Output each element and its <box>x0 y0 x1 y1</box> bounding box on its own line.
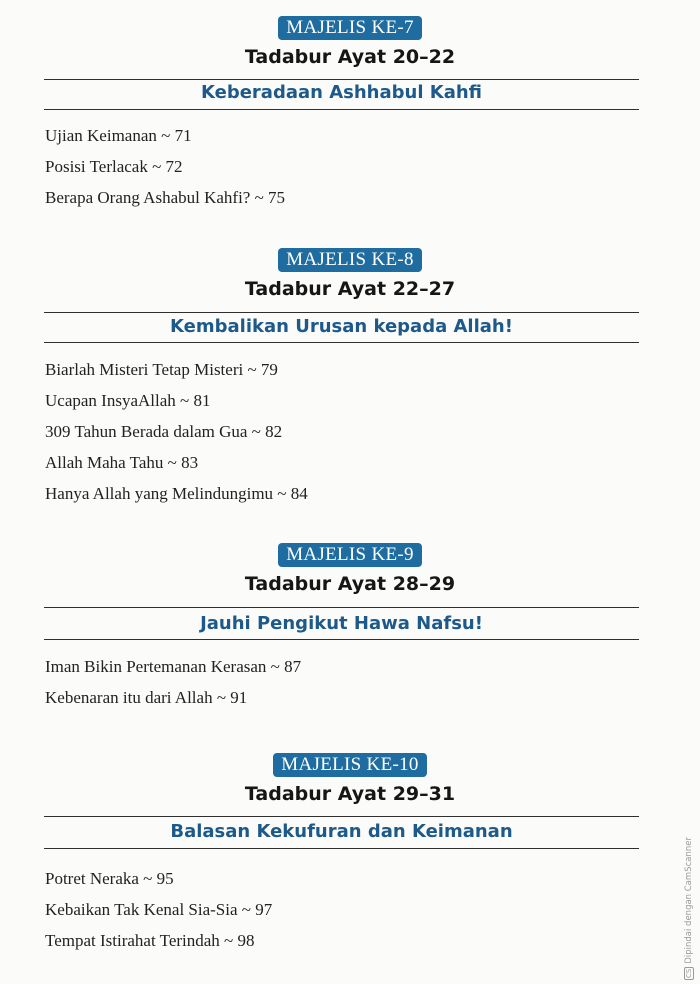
list-item: Iman Bikin Pertemanan Kerasan ~ 87 <box>45 657 302 676</box>
list-item: Kebenaran itu dari Allah ~ 91 <box>45 688 248 707</box>
divider-top <box>44 312 639 313</box>
topic-list <box>45 124 285 217</box>
list-item: Berapa Orang Ashabul Kahfi? ~ 75 <box>45 188 286 207</box>
list-item: Potret Neraka ~ 95 <box>45 869 174 888</box>
section-majelis-7 <box>0 16 700 207</box>
section-heading: Keberadaan Ashhabul Kahfi <box>200 82 483 103</box>
divider-bottom <box>44 342 639 343</box>
camscanner-icon: CS <box>685 968 693 978</box>
list-item: 309 Tahun Berada dalam Gua ~ 82 <box>45 422 283 441</box>
majelis-badge: MAJELIS KE-7 <box>278 16 422 40</box>
majelis-badge: MAJELIS KE-10 <box>273 753 426 777</box>
list-item: Ujian Keimanan ~ 71 <box>45 126 192 145</box>
divider-bottom <box>44 109 639 110</box>
majelis-badge: MAJELIS KE-8 <box>278 248 422 272</box>
topic-list <box>45 655 301 717</box>
topic-list <box>45 867 272 960</box>
tadabur-subtitle: Tadabur Ayat 20–22 <box>244 46 456 68</box>
topic-list <box>45 358 308 513</box>
divider-bottom <box>44 639 639 640</box>
divider-top <box>44 79 639 80</box>
list-item: Allah Maha Tahu ~ 83 <box>45 453 199 472</box>
list-item: Hanya Allah yang Melindungimu ~ 84 <box>45 484 308 503</box>
list-item: Kebaikan Tak Kenal Sia-Sia ~ 97 <box>45 900 273 919</box>
scanner-watermark <box>684 837 694 980</box>
section-majelis-9 <box>0 543 700 707</box>
majelis-badge: MAJELIS KE-9 <box>278 543 422 567</box>
list-item: Biarlah Misteri Tetap Misteri ~ 79 <box>45 360 278 379</box>
section-heading: Jauhi Pengikut Hawa Nafsu! <box>200 613 483 634</box>
list-item: Ucapan InsyaAllah ~ 81 <box>45 391 211 410</box>
tadabur-subtitle: Tadabur Ayat 29–31 <box>244 783 456 805</box>
divider-bottom <box>44 848 639 849</box>
section-heading: Balasan Kekufuran dan Keimanan <box>170 821 513 842</box>
divider-top <box>44 816 639 817</box>
list-item: Tempat Istirahat Terindah ~ 98 <box>45 931 255 950</box>
scanner-text: Dipindai dengan CamScanner <box>684 837 694 964</box>
list-item: Posisi Terlacak ~ 72 <box>45 157 183 176</box>
section-majelis-8 <box>0 248 700 503</box>
divider-top <box>44 607 639 608</box>
tadabur-subtitle: Tadabur Ayat 22–27 <box>244 278 456 300</box>
tadabur-subtitle: Tadabur Ayat 28–29 <box>244 573 456 595</box>
section-heading: Kembalikan Urusan kepada Allah! <box>170 316 513 337</box>
